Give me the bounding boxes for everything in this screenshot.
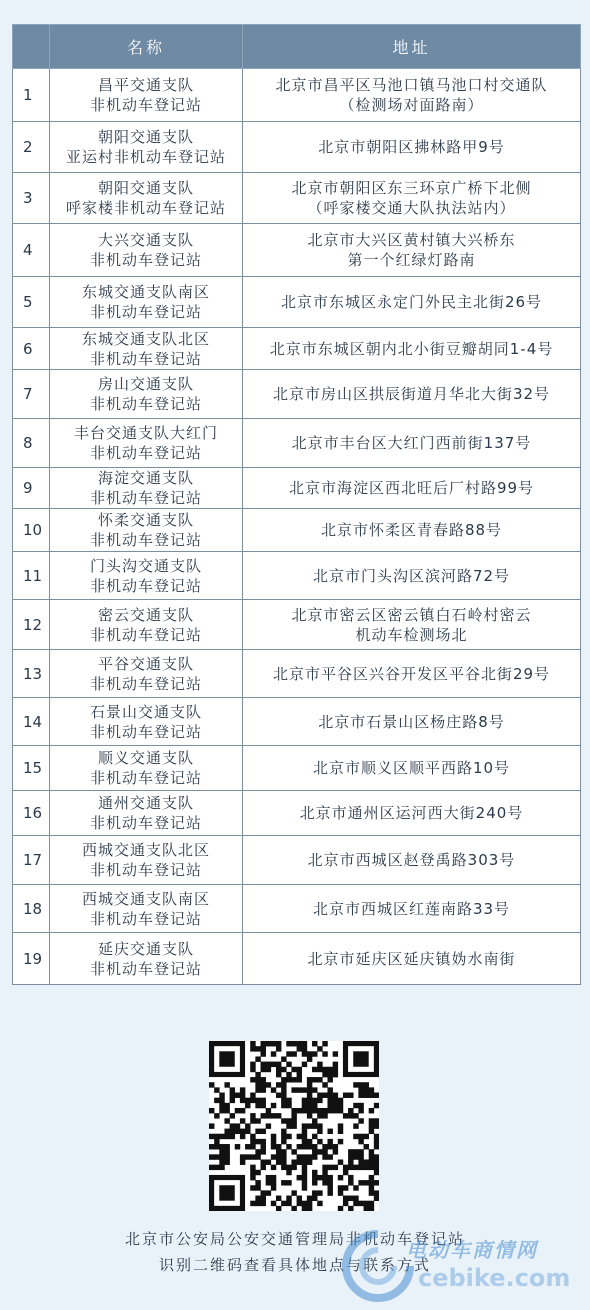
table-row: [13, 509, 581, 552]
row-number: 2: [13, 122, 50, 173]
station-address: [243, 698, 581, 746]
table-row: [13, 370, 581, 419]
station-name-line: 非机动车登记站: [89, 349, 202, 368]
station-address-line: 北京市丰台区大红门西前街137号: [291, 434, 532, 452]
station-name-line: 平谷交通支队: [97, 654, 194, 673]
station-address: [243, 468, 581, 509]
row-number: 19: [13, 933, 50, 985]
station-name-line: 非机动车登记站: [89, 909, 202, 928]
station-address-line: （检测场对面路南）: [339, 96, 484, 114]
qr-code[interactable]: [209, 1041, 379, 1211]
station-name-line: 非机动车登记站: [89, 251, 202, 269]
station-address: [243, 69, 581, 122]
table-row: [13, 122, 581, 173]
table-row: [13, 836, 581, 885]
station-address-line: 北京市房山区拱辰街道月华北大街32号: [272, 385, 551, 403]
table-row: [13, 600, 581, 650]
station-address-line: 北京市延庆区延庆镇妫水南街: [307, 949, 516, 968]
table-row: [13, 419, 581, 468]
station-name: [50, 328, 243, 370]
table-body: [13, 69, 581, 985]
station-address: [243, 885, 581, 933]
station-name-line: 朝阳交通支队: [97, 179, 194, 197]
station-name: [50, 224, 243, 277]
station-name-line: 非机动车登记站: [89, 303, 202, 321]
station-address: [243, 933, 581, 985]
caption-line-2: 识别二维码查看具体地点与联系方式: [158, 1256, 431, 1274]
station-name: [50, 69, 243, 122]
station-name-line: 通州交通支队: [97, 794, 194, 812]
station-name: [50, 650, 243, 698]
table-row: [13, 328, 581, 370]
station-table: [12, 24, 581, 985]
header-number: [13, 25, 50, 69]
station-name-line: 非机动车登记站: [89, 814, 202, 832]
station-name-line: 非机动车登记站: [89, 395, 202, 413]
table-row: [13, 552, 581, 600]
row-number: 5: [13, 277, 50, 328]
station-name-line: 亚运村非机动车登记站: [65, 148, 226, 166]
station-name: [50, 277, 243, 328]
station-address-line: 北京市石景山区杨庄路8号: [318, 712, 505, 731]
station-address: [243, 419, 581, 468]
station-name: [50, 746, 243, 791]
station-address-line: 北京市平谷区兴谷开发区平谷北街29号: [272, 664, 551, 683]
station-address-line: 北京市朝阳区拂林路甲9号: [318, 138, 505, 156]
row-number: 3: [13, 173, 50, 224]
row-number: 9: [13, 468, 50, 509]
station-name-line: 西城交通支队南区: [81, 889, 210, 908]
station-address-line: （呼家楼交通大队执法站内）: [307, 199, 516, 217]
station-name-line: 延庆交通支队: [97, 939, 194, 958]
table-row: [13, 698, 581, 746]
station-name-line: 呼家楼非机动车登记站: [65, 199, 226, 217]
station-address-line: 北京市怀柔区青春路88号: [320, 521, 503, 539]
table-row: [13, 791, 581, 836]
row-number: 1: [13, 69, 50, 122]
station-address: [243, 600, 581, 650]
watermark-en: cebike.com: [418, 1264, 571, 1292]
station-address-line: 北京市门头沟区滨河路72号: [312, 566, 511, 585]
station-name-line: 非机动车登记站: [89, 625, 202, 644]
station-name-line: 非机动车登记站: [89, 861, 202, 879]
station-name-line: 门头沟交通支队: [89, 556, 202, 575]
station-name-line: 东城交通支队北区: [81, 329, 210, 348]
station-name-line: 非机动车登记站: [89, 674, 202, 693]
table-row: [13, 277, 581, 328]
station-name-line: 昌平交通支队: [97, 76, 194, 94]
row-number: 16: [13, 791, 50, 836]
station-address: [243, 552, 581, 600]
station-name-line: 顺义交通支队: [97, 749, 194, 767]
station-address: [243, 509, 581, 552]
station-address: [243, 224, 581, 277]
row-number: 7: [13, 370, 50, 419]
station-address-line: 北京市大兴区黄村镇大兴桥东: [307, 231, 516, 249]
row-number: 18: [13, 885, 50, 933]
station-name: [50, 173, 243, 224]
row-number: 10: [13, 509, 50, 552]
station-name-line: 房山交通支队: [97, 375, 194, 393]
station-address: [243, 370, 581, 419]
station-address-line: 机动车检测场北: [355, 625, 468, 644]
station-name-line: 丰台交通支队大红门: [73, 424, 218, 442]
caption-line-1: 北京市公安局公安交通管理局非机动车登记站: [124, 1230, 465, 1248]
station-name-line: 非机动车登记站: [89, 531, 202, 549]
station-name-line: 非机动车登记站: [89, 959, 202, 978]
table-row: [13, 224, 581, 277]
station-name: [50, 122, 243, 173]
station-address-line: 北京市西城区赵登禹路303号: [307, 851, 516, 869]
qr-code-icon: [209, 1041, 379, 1211]
table-row: [13, 650, 581, 698]
station-name: [50, 885, 243, 933]
header-address: 地址: [243, 25, 581, 69]
station-address-line: 北京市东城区永定门外民主北街26号: [280, 293, 543, 311]
table-row: [13, 69, 581, 122]
table-row: [13, 468, 581, 509]
station-address: [243, 746, 581, 791]
station-address-line: 北京市朝阳区东三环京广桥下北侧: [291, 179, 532, 197]
table-row: [13, 885, 581, 933]
station-name: [50, 552, 243, 600]
station-name-line: 非机动车登记站: [89, 96, 202, 114]
row-number: 12: [13, 600, 50, 650]
station-name: [50, 791, 243, 836]
station-name: [50, 370, 243, 419]
station-address: [243, 277, 581, 328]
station-name-line: 西城交通支队北区: [81, 841, 210, 859]
row-number: 14: [13, 698, 50, 746]
row-number: 17: [13, 836, 50, 885]
station-name-line: 密云交通支队: [97, 605, 194, 624]
station-name: [50, 509, 243, 552]
watermark-cn: 电动车商情网: [406, 1238, 538, 1262]
station-name-line: 大兴交通支队: [97, 231, 194, 249]
row-number: 4: [13, 224, 50, 277]
station-address: [243, 791, 581, 836]
station-address-line: 北京市西城区红莲南路33号: [312, 899, 511, 918]
station-name-line: 海淀交通支队: [97, 469, 194, 487]
row-number: 11: [13, 552, 50, 600]
station-name: [50, 419, 243, 468]
station-address: [243, 650, 581, 698]
station-name-line: 非机动车登记站: [89, 769, 202, 787]
row-number: 6: [13, 328, 50, 370]
table-header-row: [13, 25, 581, 69]
station-address: [243, 173, 581, 224]
station-address-line: 北京市密云区密云镇白石岭村密云: [291, 605, 532, 624]
station-address-line: 第一个红绿灯路南: [347, 251, 476, 269]
station-address: [243, 328, 581, 370]
station-table-container: [12, 24, 580, 985]
station-address-line: 北京市东城区朝内北小街豆瓣胡同1-4号: [269, 339, 554, 358]
station-name: [50, 600, 243, 650]
station-name-line: 石景山交通支队: [89, 702, 202, 721]
station-name-line: 非机动车登记站: [89, 444, 202, 462]
station-name-line: 朝阳交通支队: [97, 128, 194, 146]
station-name-line: 非机动车登记站: [89, 576, 202, 595]
station-address-line: 北京市顺义区顺平西路10号: [312, 759, 511, 777]
station-name: [50, 933, 243, 985]
row-number: 13: [13, 650, 50, 698]
station-name: [50, 836, 243, 885]
station-name-line: 怀柔交通支队: [97, 511, 194, 529]
station-address-line: 北京市通州区运河西大街240号: [299, 804, 524, 822]
station-name: [50, 698, 243, 746]
station-name-line: 非机动车登记站: [89, 489, 202, 507]
row-number: 15: [13, 746, 50, 791]
station-address-line: 北京市海淀区西北旺后厂村路99号: [288, 479, 535, 497]
header-name: 名称: [50, 25, 243, 69]
row-number: 8: [13, 419, 50, 468]
station-name-line: 东城交通支队南区: [81, 283, 210, 301]
station-name: [50, 468, 243, 509]
table-row: [13, 746, 581, 791]
station-address: [243, 122, 581, 173]
table-row: [13, 933, 581, 985]
table-row: [13, 173, 581, 224]
station-address: [243, 836, 581, 885]
station-address-line: 北京市昌平区马池口镇马池口村交通队: [275, 76, 548, 94]
station-name-line: 非机动车登记站: [89, 722, 202, 741]
watermark: [338, 1226, 590, 1306]
